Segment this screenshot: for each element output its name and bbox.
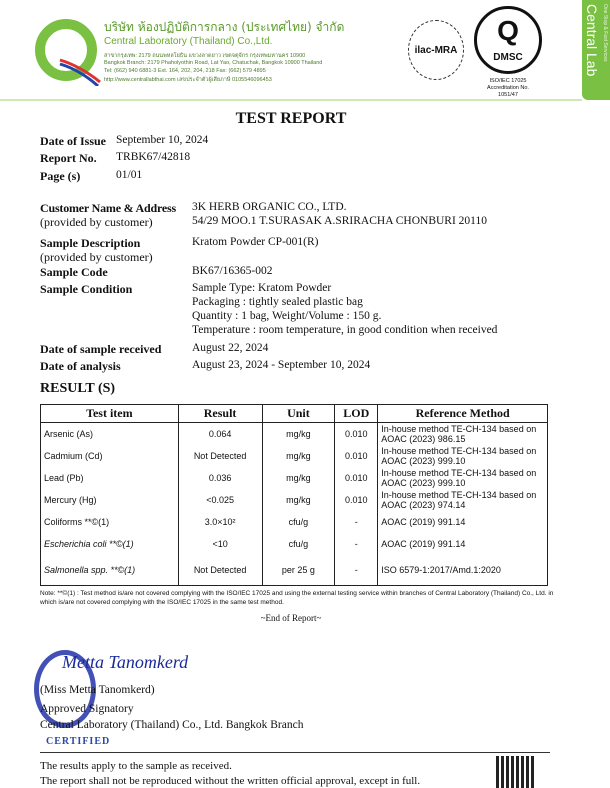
brand-tab: Central Lab One Stop & Fast Services (582, 0, 610, 100)
cell-result: <10 (178, 533, 262, 555)
certified-stamp: CERTIFIED (46, 736, 111, 747)
table-row (41, 555, 548, 585)
date-issue-value: September 10, 2024 (116, 134, 209, 146)
cell-item: Cadmium (Cd) (41, 445, 179, 467)
address-english: Bangkok Branch: 2179 Phaholyothin Road, Lat Yao, Chatuchak, Bangkok 10900 Thailand (104, 60, 323, 66)
page-label: Page (s) (40, 169, 81, 183)
page-title: TEST REPORT (235, 110, 347, 127)
qr-code-icon (496, 756, 536, 788)
cell-result: 0.036 (178, 467, 262, 489)
sample-code-value: BK67/16365-002 (192, 265, 273, 277)
page-value: 01/01 (116, 169, 143, 181)
cell-lod: - (335, 533, 378, 555)
ilac-mra-logo: ilac-MRA (408, 20, 464, 80)
table-header (41, 405, 548, 423)
table-row (41, 445, 548, 467)
signatory-role: Approved Signatory (40, 703, 134, 715)
cell-method: In-house method TE-CH-134 based on AOAC (2023) 999.10 (378, 445, 548, 467)
cell-item: Salmonella spp. **©(1) (41, 555, 179, 585)
cell-item: Coliforms **©(1) (41, 511, 179, 533)
column-header: Unit (262, 405, 335, 423)
telephone: Tel: (662) 940 6881-3 Ext. 164, 202, 204, 218 Fax: (662) 579 4895 (104, 68, 266, 74)
cell-unit: per 25 g (262, 555, 335, 585)
address-thai: สาขากรุงเทพ: 2179 ถนนพหลโยธิน แขวงลาดยาว เขตจตุจักร กรุงเทพมหานคร 10900 (104, 53, 306, 59)
condition-line: Quantity : 1 bag, Weight/Volume : 150 g. (192, 310, 382, 322)
cell-lod: 0.010 (335, 445, 378, 467)
analysis-value: August 23, 2024 - September 10, 2024 (192, 359, 371, 371)
cell-lod: 0.010 (335, 489, 378, 511)
note: Note: **©(1) : Test method is/are not covered complying with the ISO/IEC 17025 and using the external testing service within branches of Central Laboratory (Thailand) Co., Ltd. in which is/are not covered complying with the ISO/IEC 17025 in the same test method. (40, 590, 554, 606)
results-heading: RESULT (S) (40, 381, 116, 396)
iso-label: ISO/IEC 17025 Accreditation No. 1051/47 (487, 78, 529, 98)
company-name-thai: บริษัท ห้องปฏิบัติการกลาง (ประเทศไทย) จำกัด (104, 20, 345, 34)
cell-unit: cfu/g (262, 533, 335, 555)
report-no-value: TRBK67/42818 (116, 151, 191, 163)
column-header: Test item (41, 405, 179, 423)
column-header: Reference Method (378, 405, 548, 423)
provided-note: (provided by customer) (40, 215, 153, 229)
cell-unit: mg/kg (262, 445, 335, 467)
condition-line: Packaging : tightly sealed plastic bag (192, 296, 363, 308)
signatory-org: Central Laboratory (Thailand) Co., Ltd. Bangkok Branch (40, 719, 304, 731)
date-issue-label: Date of Issue (40, 134, 106, 148)
condition-line: Temperature : room temperature, in good condition when received (192, 324, 498, 336)
signatory-name: (Miss Metta Tanomkerd) (40, 684, 155, 696)
cell-method: ISO 6579-1:2017/Amd.1:2020 (378, 555, 548, 585)
website: http://www.centrallabthai.com เลขประจำตัวผู้เสียภาษี 0105546096453 (104, 77, 272, 83)
cell-method: In-house method TE-CH-134 based on AOAC (2023) 974.14 (378, 489, 548, 511)
table-row (41, 533, 548, 555)
column-header: Result (178, 405, 262, 423)
cell-item: Escherichia coli **©(1) (41, 533, 179, 555)
table-row (41, 511, 548, 533)
report-no-label: Report No. (40, 151, 97, 165)
cell-unit: mg/kg (262, 489, 335, 511)
footer-divider (40, 752, 550, 753)
analysis-label: Date of analysis (40, 359, 121, 373)
cell-lod: - (335, 555, 378, 585)
cell-item: Lead (Pb) (41, 467, 179, 489)
cell-result: Not Detected (178, 445, 262, 467)
cell-item: Arsenic (As) (41, 423, 179, 446)
results-table (40, 404, 548, 586)
cell-result: <0.025 (178, 489, 262, 511)
cell-unit: mg/kg (262, 423, 335, 446)
company-name-english: Central Laboratory (Thailand) Co.,Ltd. (104, 36, 273, 47)
cell-result: 3.0×10² (178, 511, 262, 533)
header-divider (0, 99, 582, 101)
cell-method: AOAC (2019) 991.14 (378, 533, 548, 555)
footer-line: The results apply to the sample as received. (40, 760, 232, 772)
table-row (41, 467, 548, 489)
received-label: Date of sample received (40, 342, 162, 356)
signature: Metta Tanomkerd (62, 652, 189, 672)
dmsc-logo: Q DMSC (474, 6, 542, 74)
table-row (41, 423, 548, 446)
customer-name: 3K HERB ORGANIC CO., LTD. (192, 201, 347, 213)
end-of-report: ~End of Report~ (260, 613, 322, 623)
sample-desc-label: Sample Description (40, 236, 141, 250)
cell-result: Not Detected (178, 555, 262, 585)
condition-line: Sample Type: Kratom Powder (192, 282, 332, 294)
cell-item: Mercury (Hg) (41, 489, 179, 511)
cell-lod: 0.010 (335, 467, 378, 489)
sample-code-label: Sample Code (40, 265, 108, 279)
cell-unit: cfu/g (262, 511, 335, 533)
cell-lod: 0.010 (335, 423, 378, 446)
received-value: August 22, 2024 (192, 342, 269, 354)
company-logo-icon (30, 14, 102, 86)
cell-result: 0.064 (178, 423, 262, 446)
cell-unit: mg/kg (262, 467, 335, 489)
cell-method: AOAC (2019) 991.14 (378, 511, 548, 533)
cell-method: In-house method TE-CH-134 based on AOAC (2023) 986.15 (378, 423, 548, 446)
sample-condition-label: Sample Condition (40, 282, 133, 296)
customer-label: Customer Name & Address (40, 201, 176, 215)
sample-desc-value: Kratom Powder CP-001(R) (192, 236, 319, 248)
column-header: LOD (335, 405, 378, 423)
cell-lod: - (335, 511, 378, 533)
table-row (41, 489, 548, 511)
provided-note: (provided by customer) (40, 250, 153, 264)
footer-line: The report shall not be reproduced without the written official approval, except in full. (40, 775, 421, 787)
cell-method: In-house method TE-CH-134 based on AOAC (2023) 999.10 (378, 467, 548, 489)
customer-address: 54/29 MOO.1 T.SURASAK A.SRIRACHA CHONBURI 20110 (192, 215, 487, 227)
